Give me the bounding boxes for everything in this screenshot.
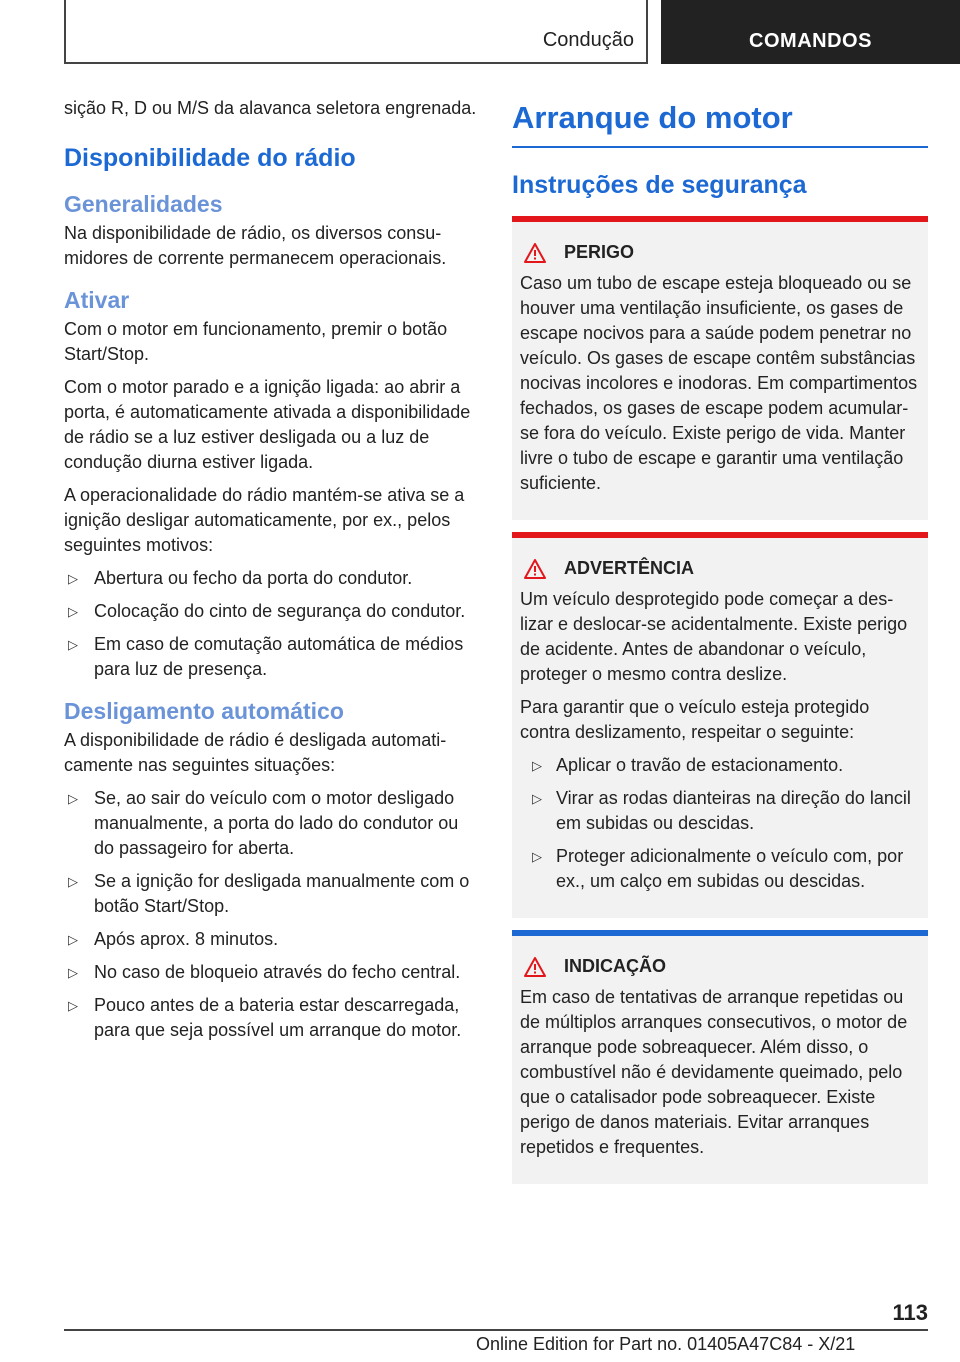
list-ativar bbox=[64, 566, 480, 682]
warning-triangle-icon bbox=[520, 558, 564, 580]
list-item: ▷ Colocação do cinto de segurança do condutor. bbox=[64, 599, 480, 624]
list-desligamento bbox=[64, 786, 480, 1043]
paragraph-ativar-2: Com o motor parado e a ignição ligada: ao abrir a porta, é automaticamente ativada a disponibilidade de rádio se a luz estiver desligada ou a luz de condução diurna estiver ligada. bbox=[64, 377, 471, 472]
left-column bbox=[64, 96, 480, 1051]
triangle-bullet-icon: ▷ bbox=[68, 932, 78, 947]
footer-divider bbox=[64, 1329, 928, 1331]
triangle-bullet-icon: ▷ bbox=[68, 637, 78, 652]
list-item: ▷ Virar as rodas dianteiras na direção do lancil em subidas ou descidas. bbox=[532, 788, 911, 833]
subtitle-seguranca: Instruções de segurança bbox=[512, 171, 807, 199]
list-item: ▷ Pouco antes de a bateria estar descarregada, para que seja possível um arranque do motor. bbox=[68, 995, 462, 1040]
paragraph-ativar-1: Com o motor em funcionamento, premir o botão Start/Stop. bbox=[64, 319, 448, 364]
paragraph-ativar-3: A operacionalidade do rádio mantém-se ativa se a ignição desligar automaticamente, por ex., pelos seguintes motivos: bbox=[64, 485, 465, 555]
list-item: ▷ Aplicar o travão de estacionamento. bbox=[520, 753, 920, 778]
note-box bbox=[512, 930, 928, 1184]
footer-edition: Online Edition for Part no. 01405A47C84 - X/21 bbox=[476, 1334, 856, 1354]
triangle-bullet-icon: ▷ bbox=[68, 604, 78, 619]
list-item: ▷ Abertura ou fecho da porta do condutor. bbox=[64, 566, 480, 591]
triangle-bullet-icon: ▷ bbox=[68, 571, 78, 586]
danger-text: Caso um tubo de escape esteja bloqueado ou se houver uma ventilação insuficiente, os gases de escape nocivos para a saúde podem penetrar no veículo. Os gases de escape contêm substâncias nocivas incolores e inodoras. Em compartimentos fechados, os gases de escape podem acumular-se fora do veículo. Existe perigo de vida. Manter livre o tubo de escape e garantir uma ventilação suficiente. bbox=[520, 273, 918, 493]
warning-text-2: Para garantir que o veículo esteja protegido contra deslizamento, respeitar o seguinte: bbox=[520, 697, 870, 742]
note-text: Em caso de tentativas de arranque repetidas ou de múltiplos arranques consecutivos, o motor de arranque pode sobreaquecer. Além disso, o combustível não é devidamente queimado, pelo que o catalisador pode sobreaquecer. Existe perigo de danos materiais. Evitar arranques repetidos e frequentes. bbox=[520, 987, 908, 1157]
right-column bbox=[512, 96, 928, 1196]
subheading-desligamento: Desligamento automático bbox=[64, 698, 344, 724]
list-item: ▷ Se a ignição for desligada manualmente com o botão Start/Stop. bbox=[68, 871, 470, 916]
warning-label: ADVERTÊNCIA bbox=[564, 558, 695, 578]
list-item: ▷ Proteger adicionalmente o veículo com, por ex., um calço em subidas ou descidas. bbox=[532, 846, 904, 891]
subheading-generalidades: Generalidades bbox=[64, 191, 223, 217]
triangle-bullet-icon: ▷ bbox=[532, 849, 542, 864]
paragraph-generalidades: Na disponibilidade de rádio, os diversos consumidores de corrente permanecem operacionais. bbox=[64, 223, 447, 268]
continuation-text: sição R, D ou M/S da alavanca seletora engrenada. bbox=[64, 98, 477, 118]
triangle-bullet-icon: ▷ bbox=[68, 998, 78, 1013]
triangle-bullet-icon: ▷ bbox=[68, 874, 78, 889]
note-label: INDICAÇÃO bbox=[564, 956, 666, 976]
triangle-bullet-icon: ▷ bbox=[68, 965, 78, 980]
warning-box bbox=[512, 532, 928, 918]
list-warning bbox=[520, 753, 920, 894]
warning-triangle-icon bbox=[520, 956, 564, 978]
triangle-bullet-icon: ▷ bbox=[68, 791, 78, 806]
danger-box bbox=[512, 216, 928, 520]
warning-triangle-icon bbox=[520, 242, 564, 264]
danger-label: PERIGO bbox=[564, 242, 635, 262]
paragraph-desligamento: A disponibilidade de rádio é desligada automaticamente nas seguintes situações: bbox=[64, 730, 447, 775]
triangle-bullet-icon: ▷ bbox=[532, 758, 542, 773]
list-item: ▷ Se, ao sair do veículo com o motor desligado manualmente, a porta do lado do condutor ou do passageiro for aberta. bbox=[68, 788, 459, 858]
list-item: ▷ Após aprox. 8 minutos. bbox=[64, 927, 480, 952]
header-section-label: Condução bbox=[542, 29, 634, 51]
subheading-ativar: Ativar bbox=[64, 287, 130, 313]
section-title-arranque: Arranque do motor bbox=[512, 96, 928, 148]
triangle-bullet-icon: ▷ bbox=[532, 791, 542, 806]
header-section-box bbox=[64, 0, 648, 64]
header-chapter-tab: COMANDOS bbox=[661, 0, 960, 64]
list-item: ▷ No caso de bloqueio através do fecho central. bbox=[64, 960, 480, 985]
page-number: 113 bbox=[892, 1300, 928, 1325]
warning-text: Um veículo desprotegido pode começar a deslizar e deslocar-se acidentalmente. Existe perigo de acidente. Antes de abandonar o veículo, proteger o mesmo contra deslize. bbox=[520, 589, 908, 684]
section-title-radio: Disponibilidade do rádio bbox=[64, 144, 356, 172]
list-item: ▷ Em caso de comutação automática de médios para luz de presença. bbox=[68, 634, 464, 679]
